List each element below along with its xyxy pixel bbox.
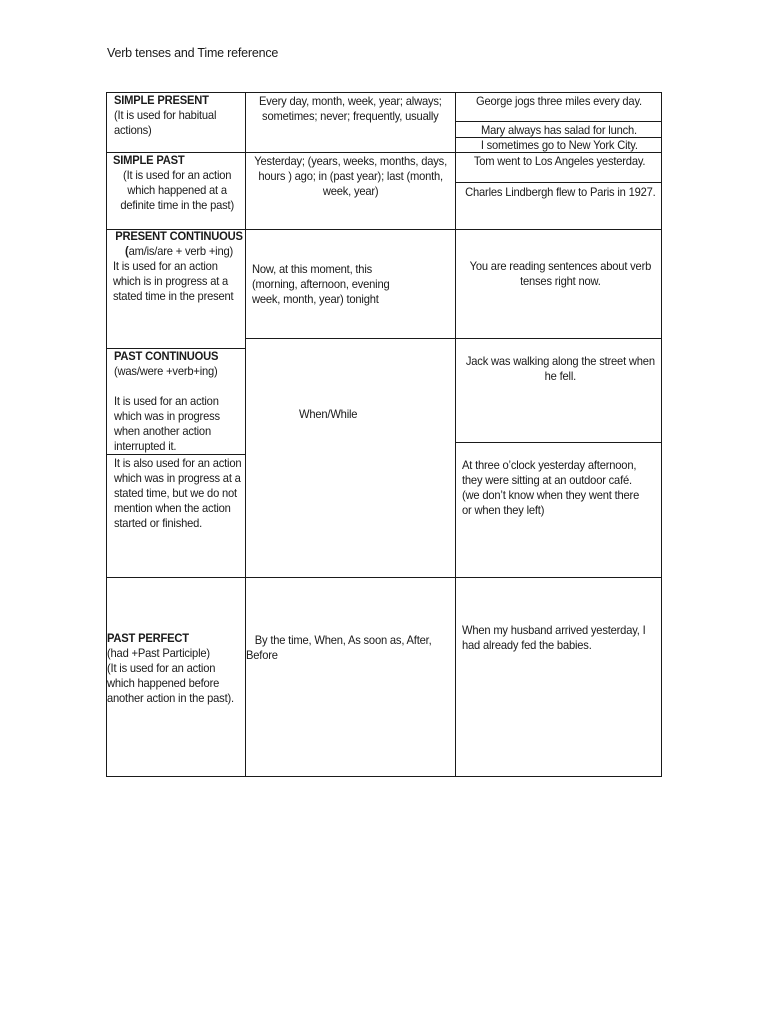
- tense-form: (was/were +verb+ing): [114, 364, 218, 378]
- tense-cell-simple-present: [114, 93, 242, 138]
- tense-cell-past-continuous: [114, 349, 244, 454]
- tense-heading: PRESENT CONTINUOUS: [115, 229, 243, 243]
- example-sentence: At three o’clock yesterday afternoon, they were sitting at an outdoor café. (we don’t know when they went there or when they left): [462, 458, 640, 517]
- time-reference-present-continuous: Now, at this moment, this (morning, afternoon, evening week, month, year) tonight: [252, 262, 390, 306]
- tense-description: (It is used for an action which happened at a definite time in the past): [120, 168, 234, 212]
- example-divider: [456, 121, 661, 122]
- example-sentence: George jogs three miles every day.: [476, 94, 642, 108]
- row-divider: [107, 454, 245, 455]
- tense-description: It is used for an action which is in progress at a stated time in the present: [113, 259, 234, 303]
- document-title: Verb tenses and Time reference: [107, 46, 279, 60]
- tense-form: (had +Past Participle): [107, 646, 210, 660]
- column-divider: [245, 93, 246, 776]
- tense-heading: SIMPLE PAST: [113, 153, 185, 167]
- tense-description: (It is used for habitual actions): [114, 108, 217, 137]
- tense-heading: PAST PERFECT: [107, 631, 189, 645]
- tense-cell-present-continuous: [113, 229, 245, 304]
- column-divider: [455, 93, 456, 776]
- tense-description: (It is used for an action which happened before another action in the past).: [107, 661, 234, 705]
- time-reference-past-continuous: When/While: [299, 407, 358, 421]
- example-sentence: I sometimes go to New York City.: [480, 138, 638, 152]
- tense-form-text: am/is/are + verb +ing): [128, 244, 234, 258]
- tense-form: [113, 244, 245, 259]
- example-sentence: Tom went to Los Angeles yesterday.: [473, 154, 646, 168]
- row-divider: [246, 338, 661, 339]
- tense-heading: SIMPLE PRESENT: [114, 93, 209, 107]
- time-reference-simple-past: Yesterday; (years, weeks, months, days, hours ) ago; in (past year); last (month, week, year): [254, 154, 447, 198]
- example-divider: [456, 182, 661, 183]
- time-reference-past-perfect: By the time, When, As soon as, After, Before: [246, 633, 435, 662]
- row-divider: [107, 577, 661, 578]
- tense-form-paren: (: [125, 244, 129, 258]
- verb-tenses-table: [106, 92, 662, 777]
- tense-cell-past-perfect: [107, 631, 242, 706]
- example-sentence: Jack was walking along the street when he fell.: [465, 354, 655, 383]
- example-sentence: When my husband arrived yesterday, I had already fed the babies.: [462, 623, 646, 652]
- example-sentence: Mary always has salad for lunch.: [481, 123, 637, 137]
- tense-cell-simple-past: [113, 153, 241, 213]
- time-reference-simple-present: Every day, month, week, year; always; sometimes; never; frequently, usually: [258, 94, 442, 123]
- example-sentence: Charles Lindbergh flew to Paris in 1927.: [465, 185, 656, 199]
- example-sentence: You are reading sentences about verb tenses right now.: [469, 259, 652, 288]
- tense-description-secondary: It is also used for an action which was in progress at a stated time, but we do not mention when the action started or finished.: [114, 456, 242, 530]
- tense-description: It is used for an action which was in progress when another action interrupted it.: [114, 394, 220, 453]
- tense-heading: PAST CONTINUOUS: [114, 349, 219, 363]
- example-divider: [456, 442, 661, 443]
